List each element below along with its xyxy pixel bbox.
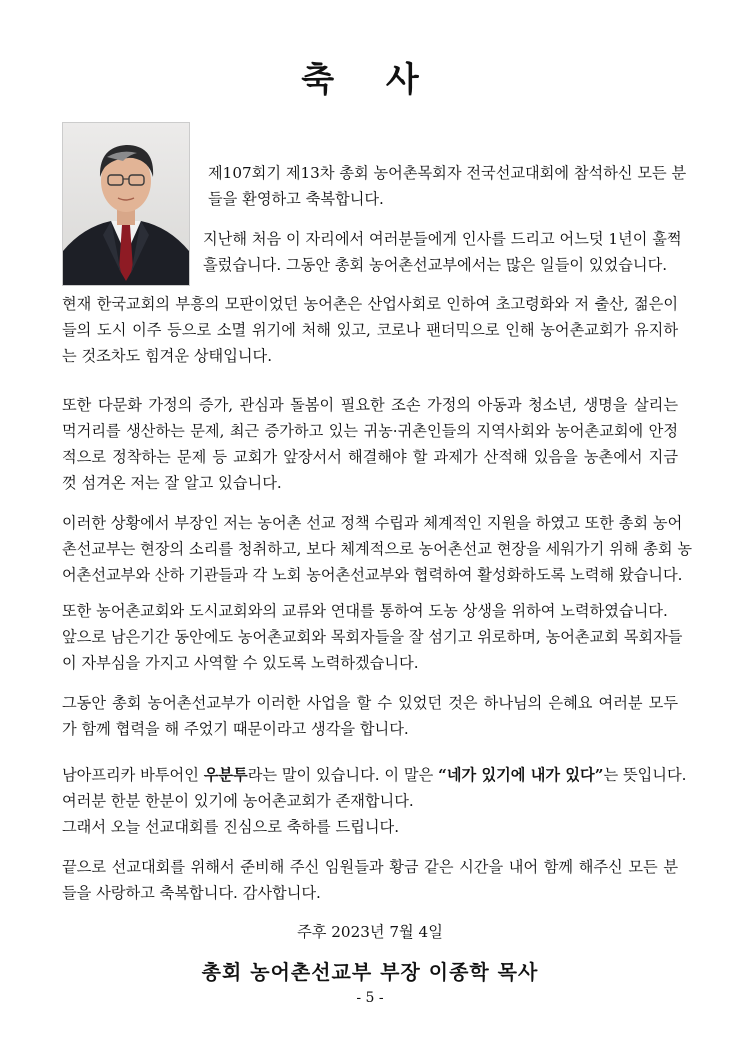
text-line: 들의 도시 이주 등으로 소멸 위기에 처해 있고, 코로나 팬더믹으로 인해 농어촌교회가 유지하 [62,321,678,339]
text-line: 이러한 상황에서 부장인 저는 농어촌 선교 정책 수립과 체계적인 지원을 하였고 또한 총회 농어 [62,514,683,532]
paragraph-1 [62,291,678,369]
paragraph-3 [62,510,693,588]
text-line: 들을 환영하고 축복합니다. [208,190,384,208]
text-line: 적으로 정착하는 문제 등 교회가 앞장서서 해결해야 할 과제가 산적해 있음을 농촌에서 지금 [62,448,678,466]
text-line: 그동안 총회 농어촌선교부가 이러한 사업을 할 수 있었던 것은 하나님의 은혜요 여러분 모두 [62,694,678,712]
ubuntu-quote: “네가 있기에 내가 있다” [438,766,604,784]
text-line: 지난해 처음 이 자리에서 여러분들에게 인사를 드리고 어느덧 1년이 훌쩍 [203,230,682,248]
text-line: 들을 사랑하고 축복합니다. 감사합니다. [62,884,321,902]
text-line: 또한 농어촌교회와 도시교회와의 교류와 연대를 통하여 도농 상생을 위하여 노력하였습니다. [62,602,668,620]
text-line: 앞으로 남은기간 동안에도 농어촌교회와 목회자들을 잘 섬기고 위로하며, 농어촌교회 목회자들 [62,628,683,646]
portrait-photo [62,122,190,286]
page-title: 축 사 [301,60,439,100]
text-span: 라는 말이 있습니다. 이 말은 [247,766,439,784]
text-line: 제107회기 제13차 총회 농어촌목회자 전국선교대회에 참석하신 모든 분 [208,164,687,182]
text-line: 또한 다문화 가정의 증가, 관심과 돌봄이 필요한 조손 가정의 아동과 청소년, 생명을 살리는 [62,396,678,414]
paragraph-4 [62,598,683,676]
ubuntu-term: 우분투 [203,766,248,784]
text-line: 먹거리를 생산하는 문제, 최근 증가하고 있는 귀농·귀촌인들의 지역사회와 농어촌교회에 안정 [62,422,678,440]
text-line: 어촌선교부와 산하 기관들과 각 노회 농어촌선교부와 협력하여 활성화하도록 노력해 왔습니다. [62,566,683,584]
text-line [62,762,687,788]
text-line: 현재 한국교회의 부흥의 모판이었던 농어촌은 산업사회로 인하여 초고령화와 저 출산, 젊은이 [62,295,678,313]
intro-paragraph-1 [208,160,687,212]
intro-paragraph-2 [203,226,682,278]
text-line: 흘렀습니다. 그동안 총회 농어촌선교부에서는 많은 일들이 있었습니다. [203,256,668,274]
paragraph-7 [62,854,678,906]
portrait-image [63,123,189,285]
text-line: 는 것조차도 힘겨운 상태입니다. [62,347,273,365]
text-span: 남아프리카 바투어인 [62,766,204,784]
page-number: - 5 - [356,990,384,1006]
document-date: 주후 2023년 7월 4일 [297,923,443,941]
text-line: 이 자부심을 가지고 사역할 수 있도록 노력하겠습니다. [62,654,419,672]
paragraph-2 [62,392,678,496]
text-line: 그래서 오늘 선교대회를 진심으로 축하를 드립니다. [62,818,400,836]
text-line: 가 함께 협력을 해 주었기 때문이라고 생각을 합니다. [62,720,409,738]
text-line: 여러분 한분 한분이 있기에 농어촌교회가 존재합니다. [62,792,414,810]
paragraph-5 [62,690,678,742]
signature: 총회 농어촌선교부 부장 이종학 목사 [201,960,539,984]
text-span: 는 뜻입니다. [603,766,687,784]
paragraph-6 [62,762,687,840]
text-line: 촌선교부는 현장의 소리를 청취하고, 보다 체계적으로 농어촌선교 현장을 세워가기 위해 총회 농 [62,540,693,558]
text-line: 끝으로 선교대회를 위해서 준비해 주신 임원들과 황금 같은 시간을 내어 함께 해주신 모든 분 [62,858,678,876]
text-line: 껏 섬겨온 저는 잘 알고 있습니다. [62,474,282,492]
